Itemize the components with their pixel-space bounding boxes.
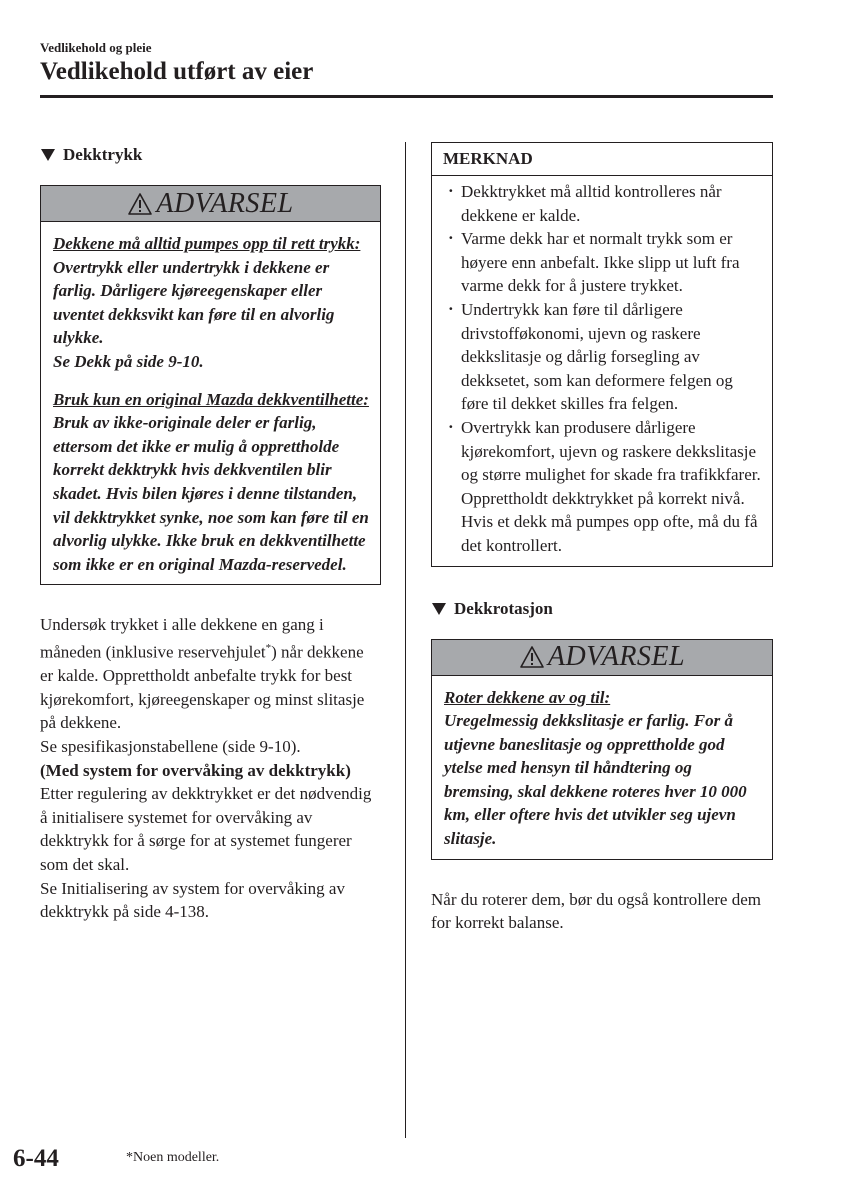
subheading-dekktrykk-text: Dekktrykk bbox=[63, 145, 143, 164]
subheading-dekktrykk bbox=[40, 143, 381, 167]
spacer bbox=[53, 374, 370, 388]
warning-box-dekktrykk bbox=[40, 185, 381, 585]
note-item: · Undertrykk kan føre til dårligere drivstofføkonomi, ujevn og raskere dekkslitasje og dårlig forsegling av dekksetet, som kan deformere felgen og føre til dekket skilles fra felgen. bbox=[448, 298, 762, 416]
note-item: · Varme dekk har et normalt trykk som er høyere enn anbefalt. Ikke slipp ut luft fra varme dekk for å justere trykket. bbox=[448, 227, 762, 298]
warning-p1-ref: Se Dekk på side 9-10. bbox=[53, 351, 204, 371]
right-body-text bbox=[431, 888, 773, 935]
triangle-down-icon bbox=[41, 149, 55, 161]
warning-p1-title: Roter dekkene av og til: bbox=[444, 687, 611, 707]
body-paragraph-rotation: Når du roterer dem, bør du også kontrollere dem for korrekt balanse. bbox=[431, 889, 761, 933]
warning-box-dekkrotasjon bbox=[431, 639, 773, 860]
right-column bbox=[431, 142, 773, 935]
page-title: Vedlikehold utført av eier bbox=[40, 58, 314, 85]
body-paragraph-3: (Med system for overvåking av dekktrykk) bbox=[40, 760, 351, 780]
triangle-down-icon bbox=[432, 603, 446, 615]
body-p1-footnote-mark: * bbox=[265, 641, 272, 654]
note-item: · Dekktrykket må alltid kontrolleres når dekkene er kalde. bbox=[448, 180, 762, 227]
warning-triangle-icon bbox=[519, 645, 545, 669]
section-label: Vedlikehold og pleie bbox=[40, 40, 152, 55]
warning-triangle-icon bbox=[127, 192, 153, 216]
warning-p1-text: Overtrykk eller undertrykk i dekkene er farlig. Dårligere kjøreegenskaper eller uventet dekksvikt kan føre til en alvorlig ulykke. bbox=[53, 257, 335, 348]
warning-title: ADVARSEL bbox=[156, 187, 294, 219]
warning-body bbox=[432, 676, 772, 859]
footnote: *Noen modeller. bbox=[126, 1150, 220, 1165]
note-body bbox=[432, 176, 772, 566]
title-rule bbox=[40, 95, 773, 98]
body-paragraph-1 bbox=[40, 613, 381, 735]
warning-p2-text: Bruk av ikke-originale deler er farlig, ettersom det ikke er mulig å opprettholde korrekt dekktrykk hvis dekkventilen blir skadet. Hvis bilen kjøres i denne tilstanden, vil dekktrykket synke, noe som kan føre til en alvorlig ulykke. Ikke bruk en dekkventilhette som ikke er en original Mazda-reservedel. bbox=[53, 413, 369, 574]
note-box bbox=[431, 142, 773, 567]
left-column bbox=[40, 143, 381, 924]
subheading-dekkrotasjon bbox=[431, 597, 773, 621]
warning-body bbox=[41, 222, 380, 584]
body-paragraph-2: Se spesifikasjonstabellene (side 9-10). bbox=[40, 736, 301, 756]
subheading-dekkrotasjon-text: Dekkrotasjon bbox=[454, 598, 553, 618]
warning-p1-text: Uregelmessig dekkslitasje er farlig. For å utjevne baneslitasje og opprettholde god ytelse med hensyn til håndtering og bremsing, skal dekkene roteres hver 10 000 km, eller oftere hvis det utvikler seg ujevn slitasje. bbox=[444, 711, 747, 849]
body-paragraph-4: Etter regulering av dekktrykket er det nødvendig å initialisere systemet for overvåking av dekktrykk for å sørge for at systemet fungerer som det skal. bbox=[40, 784, 372, 874]
warning-p2-title: Bruk kun en original Mazda dekkventilhette: bbox=[53, 389, 369, 409]
body-p1-a: Undersøk trykket i alle dekkene en gang i måneden (inklusive reservehjulet bbox=[40, 615, 324, 662]
note-item-continuation: Opprettholdt dekktrykket på korrekt nivå. Hvis et dekk må pumpes opp ofte, må du få det kontrollert. bbox=[461, 488, 758, 555]
column-divider bbox=[405, 142, 406, 1138]
warning-header bbox=[432, 640, 772, 676]
body-p1-b: ) når dekkene er kalde. Opprettholdt anbefalte trykk for best kjørekomfort, kjøreegenskaper og minst slitasje på dekkene. bbox=[40, 642, 365, 733]
left-body-text bbox=[40, 613, 381, 923]
warning-title: ADVARSEL bbox=[547, 641, 686, 672]
page-number: 6-44 bbox=[13, 1145, 59, 1172]
note-header: MERKNAD bbox=[432, 143, 772, 176]
note-item: · Overtrykk kan produsere dårligere kjørekomfort, ujevn og raskere dekkslitasje og større mulighet for skade fra trafikkfarer. bbox=[448, 416, 762, 487]
body-paragraph-5: Se Initialisering av system for overvåking av dekktrykk på side 4-138. bbox=[40, 878, 345, 922]
warning-p1-title: Dekkene må alltid pumpes opp til rett trykk: bbox=[53, 234, 361, 253]
warning-header bbox=[41, 186, 380, 222]
